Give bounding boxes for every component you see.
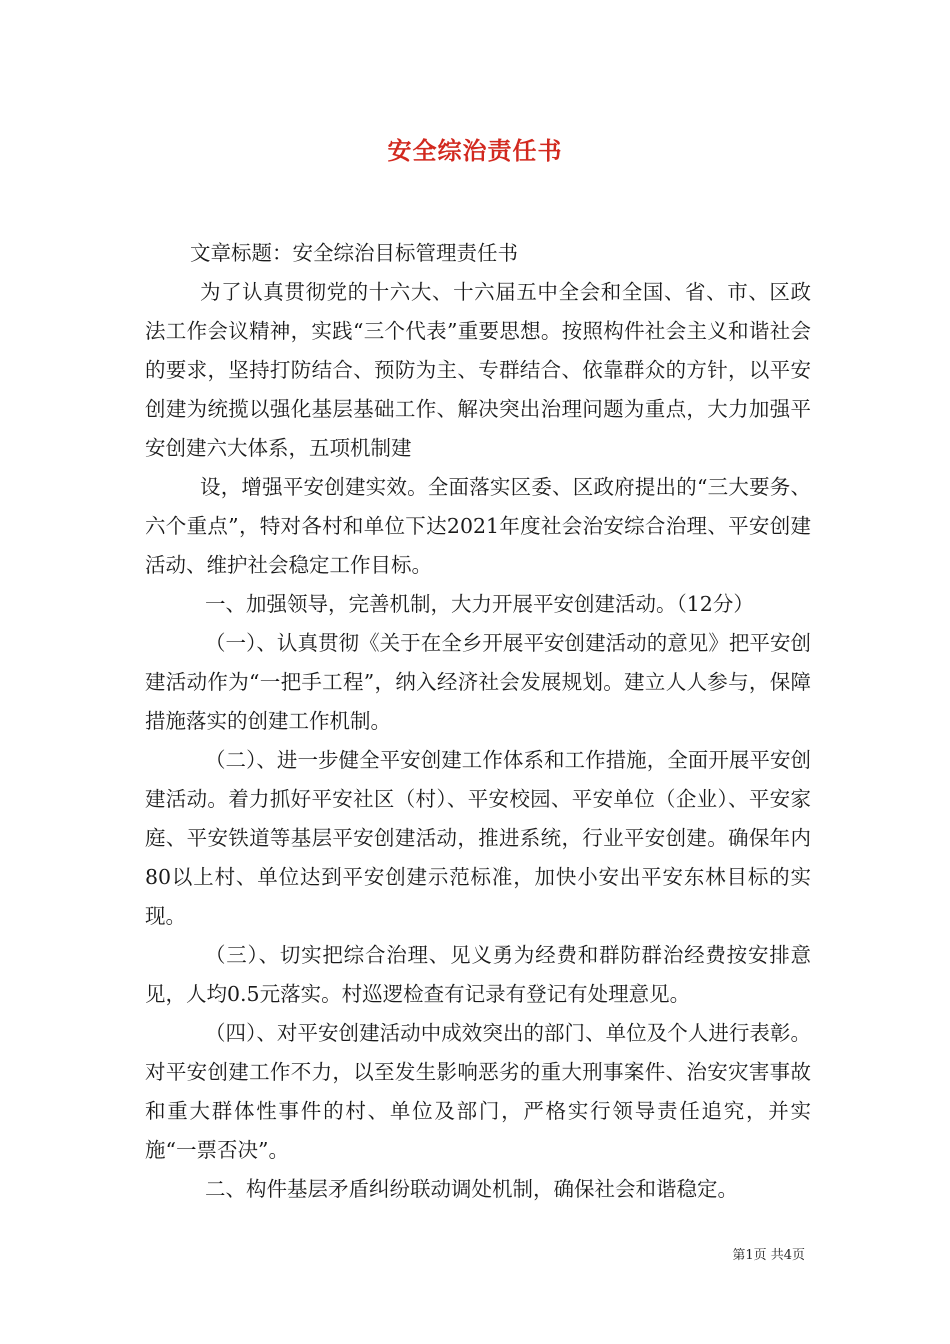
- document-body: [145, 234, 811, 1209]
- section-heading-2: 二、构件基层矛盾纠纷联动调处机制，确保社会和谐稳定。: [205, 1177, 738, 1201]
- paragraph-item-3: （三）、切实把综合治理、见义勇为经费和群防群治经费按安排意见，人均0.5元落实。村巡逻检查有记录有登记有处理意见。: [145, 943, 811, 1006]
- section-heading-1: 一、加强领导，完善机制，大力开展平安创建活动。（12分）: [205, 592, 754, 616]
- paragraph-intro-continued: 设，增强平安创建实效。全面落实区委、区政府提出的“三大要务、六个重点”，特对各村和单位下达2021年度社会治安综合治理、平安创建活动、维护社会稳定工作目标。: [145, 475, 811, 577]
- paragraph-item-4: （四）、对平安创建活动中成效突出的部门、单位及个人进行表彰。对平安创建工作不力，以至发生影响恶劣的重大刑事案件、治安灾害事故和重大群体性事件的村、单位及部门，严格实行领导责任追究，并实施“一票否决”。: [145, 1021, 811, 1162]
- paragraph-item-2: （二）、进一步健全平安创建工作体系和工作措施，全面开展平安创建活动。着力抓好平安社区（村）、平安校园、平安单位（企业）、平安家庭、平安铁道等基层平安创建活动，推进系统，行业平安创建。确保年内80以上村、单位达到平安创建示范标准，加快小安出平安东林目标的实现。: [145, 748, 811, 928]
- page-number: 第1页 共4页: [732, 1248, 805, 1263]
- article-subtitle: 文章标题：安全综治目标管理责任书: [190, 241, 518, 265]
- document-title: 安全综治责任书: [387, 136, 563, 165]
- paragraph-item-1: （一）、认真贯彻《关于在全乡开展平安创建活动的意见》把平安创建活动作为“一把手工程”，纳入经济社会发展规划。建立人人参与，保障措施落实的创建工作机制。: [145, 631, 811, 733]
- paragraph-intro: 为了认真贯彻党的十六大、十六届五中全会和全国、省、市、区政法工作会议精神，实践“三个代表”重要思想。按照构件社会主义和谐社会的要求，坚持打防结合、预防为主、专群结合、依靠群众的方针，以平安创建为统揽以强化基层基础工作、解决突出治理问题为重点，大力加强平安创建六大体系，五项机制建: [145, 280, 811, 460]
